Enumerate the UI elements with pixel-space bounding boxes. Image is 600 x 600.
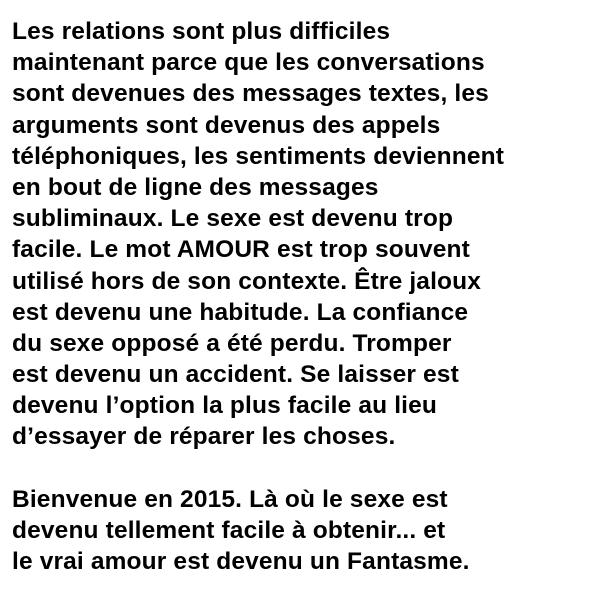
text-line: sont devenues des messages textes, les <box>12 80 489 108</box>
text-line: est devenu un accident. Se laisser est <box>12 361 459 389</box>
text-line: subliminaux. Le sexe est devenu trop <box>12 205 454 233</box>
text-line: en bout de ligne des messages <box>12 173 379 201</box>
text-line: devenu tellement facile à obtenir... et <box>12 517 446 544</box>
text-line: le vrai amour est devenu un Fantasme. <box>12 548 470 576</box>
paragraph-2 <box>12 484 600 578</box>
quote-text <box>12 16 600 577</box>
text-line: d’essayer de réparer les choses. <box>12 423 396 451</box>
text-line: téléphoniques, les sentiments deviennent <box>12 142 505 170</box>
text-line: devenu l’option la plus facile au lieu <box>12 392 437 420</box>
text-line: Bienvenue en 2015. Là où le sexe est <box>12 485 448 513</box>
text-line: du sexe opposé a été perdu. Tromper <box>12 329 452 357</box>
text-line: arguments sont devenus des appels <box>12 111 441 139</box>
text-line: Les relations sont plus difficiles <box>12 18 391 45</box>
text-line: maintenant parce que les conversations <box>12 49 485 77</box>
paragraph-1 <box>12 16 600 453</box>
text-line: utilisé hors de son contexte. Être jaloux <box>12 267 482 295</box>
text-line: est devenu une habitude. La confiance <box>12 298 469 326</box>
text-line: facile. Le mot AMOUR est trop souvent <box>12 236 470 264</box>
paragraph-spacer <box>12 453 600 484</box>
